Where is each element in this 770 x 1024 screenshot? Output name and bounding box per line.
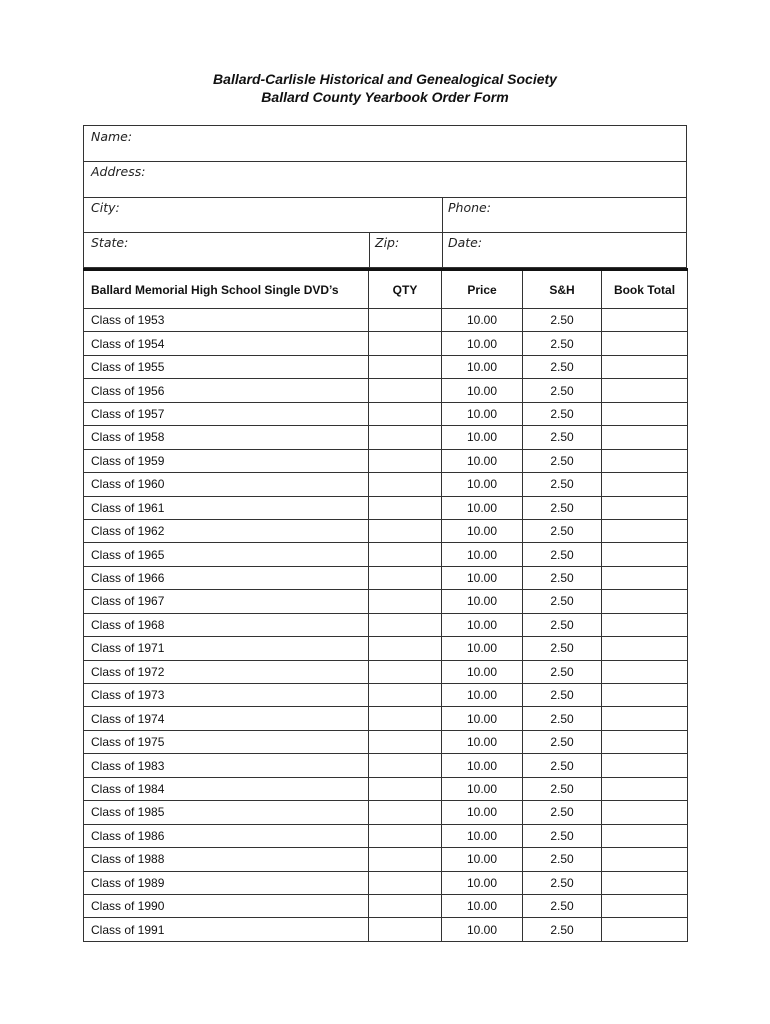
price-value: 10.00 — [442, 449, 523, 472]
divider — [369, 232, 370, 269]
class-year-label: Class of 1956 — [84, 379, 369, 402]
qty-input[interactable] — [369, 801, 442, 824]
class-year-label: Class of 1974 — [84, 707, 369, 730]
book-total-input[interactable] — [602, 848, 688, 871]
book-total-input[interactable] — [602, 309, 688, 332]
item-column-header: Ballard Memorial High School Single DVD’s — [84, 270, 369, 309]
order-row — [84, 684, 688, 707]
divider — [84, 197, 686, 198]
qty-input[interactable] — [369, 660, 442, 683]
price-value: 10.00 — [442, 379, 523, 402]
shipping-value: 2.50 — [523, 730, 602, 753]
price-value: 10.00 — [442, 332, 523, 355]
order-row — [84, 379, 688, 402]
price-value: 10.00 — [442, 402, 523, 425]
divider — [84, 232, 686, 233]
class-year-label: Class of 1967 — [84, 590, 369, 613]
qty-input[interactable] — [369, 848, 442, 871]
class-year-label: Class of 1961 — [84, 496, 369, 519]
class-year-label: Class of 1955 — [84, 355, 369, 378]
shipping-value: 2.50 — [523, 519, 602, 542]
book-total-input[interactable] — [602, 684, 688, 707]
price-value: 10.00 — [442, 543, 523, 566]
qty-input[interactable] — [369, 824, 442, 847]
price-value: 10.00 — [442, 637, 523, 660]
price-column-header: Price — [442, 270, 523, 309]
shipping-value: 2.50 — [523, 355, 602, 378]
shipping-value: 2.50 — [523, 660, 602, 683]
book-total-input[interactable] — [602, 801, 688, 824]
class-year-label: Class of 1983 — [84, 754, 369, 777]
qty-input[interactable] — [369, 519, 442, 542]
qty-input[interactable] — [369, 309, 442, 332]
order-row — [84, 309, 688, 332]
order-row — [84, 777, 688, 800]
price-value: 10.00 — [442, 566, 523, 589]
class-year-label: Class of 1986 — [84, 824, 369, 847]
address-field[interactable]: Address: — [91, 164, 146, 179]
order-row — [84, 707, 688, 730]
shipping-value: 2.50 — [523, 871, 602, 894]
qty-input[interactable] — [369, 332, 442, 355]
shipping-value: 2.50 — [523, 824, 602, 847]
class-year-label: Class of 1962 — [84, 519, 369, 542]
order-row — [84, 590, 688, 613]
class-year-label: Class of 1990 — [84, 894, 369, 917]
qty-input[interactable] — [369, 730, 442, 753]
price-value: 10.00 — [442, 590, 523, 613]
form-title-order-form: Ballard County Yearbook Order Form — [261, 89, 509, 105]
price-value: 10.00 — [442, 754, 523, 777]
price-value: 10.00 — [442, 684, 523, 707]
divider — [442, 197, 443, 269]
book-total-input[interactable] — [602, 660, 688, 683]
price-value: 10.00 — [442, 848, 523, 871]
order-row — [84, 332, 688, 355]
shipping-value: 2.50 — [523, 449, 602, 472]
class-year-label: Class of 1954 — [84, 332, 369, 355]
qty-input[interactable] — [369, 684, 442, 707]
qty-input[interactable] — [369, 637, 442, 660]
price-value: 10.00 — [442, 918, 523, 941]
shipping-value: 2.50 — [523, 332, 602, 355]
order-row — [84, 566, 688, 589]
book-total-input[interactable] — [602, 730, 688, 753]
shipping-value: 2.50 — [523, 894, 602, 917]
class-year-label: Class of 1968 — [84, 613, 369, 636]
phone-field[interactable]: Phone: — [448, 200, 491, 215]
price-value: 10.00 — [442, 871, 523, 894]
order-row — [84, 871, 688, 894]
book-total-input[interactable] — [602, 449, 688, 472]
order-row — [84, 543, 688, 566]
qty-input[interactable] — [369, 449, 442, 472]
price-value: 10.00 — [442, 730, 523, 753]
class-year-label: Class of 1989 — [84, 871, 369, 894]
order-row — [84, 848, 688, 871]
shipping-value: 2.50 — [523, 379, 602, 402]
book-total-input[interactable] — [602, 894, 688, 917]
price-value: 10.00 — [442, 355, 523, 378]
class-year-label: Class of 1971 — [84, 637, 369, 660]
qty-input[interactable] — [369, 426, 442, 449]
book-total-input[interactable] — [602, 777, 688, 800]
book-total-input[interactable] — [602, 355, 688, 378]
class-year-label: Class of 1973 — [84, 684, 369, 707]
class-year-label: Class of 1972 — [84, 660, 369, 683]
shipping-value: 2.50 — [523, 566, 602, 589]
book-total-input[interactable] — [602, 754, 688, 777]
qty-column-header: QTY — [369, 270, 442, 309]
order-row — [84, 824, 688, 847]
qty-input[interactable] — [369, 777, 442, 800]
qty-input[interactable] — [369, 402, 442, 425]
order-row — [84, 730, 688, 753]
qty-input[interactable] — [369, 590, 442, 613]
book-total-input[interactable] — [602, 637, 688, 660]
customer-info-section — [83, 125, 687, 268]
order-row — [84, 449, 688, 472]
book-total-input[interactable] — [602, 613, 688, 636]
class-year-label: Class of 1960 — [84, 473, 369, 496]
qty-input[interactable] — [369, 379, 442, 402]
class-year-label: Class of 1975 — [84, 730, 369, 753]
sh-column-header: S&H — [523, 270, 602, 309]
class-year-label: Class of 1985 — [84, 801, 369, 824]
class-year-label: Class of 1965 — [84, 543, 369, 566]
order-row — [84, 519, 688, 542]
book-total-input[interactable] — [602, 402, 688, 425]
order-row — [84, 660, 688, 683]
qty-input[interactable] — [369, 707, 442, 730]
shipping-value: 2.50 — [523, 496, 602, 519]
book-total-input[interactable] — [602, 519, 688, 542]
zip-field[interactable]: Zip: — [375, 235, 400, 250]
book-total-input[interactable] — [602, 496, 688, 519]
divider — [84, 161, 686, 162]
book-total-input[interactable] — [602, 590, 688, 613]
class-year-label: Class of 1958 — [84, 426, 369, 449]
form-title-society: Ballard-Carlisle Historical and Genealogical Society — [213, 71, 557, 87]
order-row — [84, 355, 688, 378]
book-total-input[interactable] — [602, 824, 688, 847]
book-total-input[interactable] — [602, 707, 688, 730]
price-value: 10.00 — [442, 894, 523, 917]
shipping-value: 2.50 — [523, 777, 602, 800]
shipping-value: 2.50 — [523, 637, 602, 660]
shipping-value: 2.50 — [523, 707, 602, 730]
order-table — [83, 268, 688, 942]
qty-input[interactable] — [369, 355, 442, 378]
price-value: 10.00 — [442, 613, 523, 636]
city-field[interactable]: City: — [91, 200, 120, 215]
book-total-input[interactable] — [602, 543, 688, 566]
book-total-input[interactable] — [602, 379, 688, 402]
qty-input[interactable] — [369, 613, 442, 636]
price-value: 10.00 — [442, 777, 523, 800]
class-year-label: Class of 1957 — [84, 402, 369, 425]
shipping-value: 2.50 — [523, 473, 602, 496]
qty-input[interactable] — [369, 871, 442, 894]
order-row — [84, 613, 688, 636]
order-row — [84, 426, 688, 449]
class-year-label: Class of 1984 — [84, 777, 369, 800]
book-total-column-header: Book Total — [602, 270, 688, 309]
shipping-value: 2.50 — [523, 402, 602, 425]
order-row — [84, 637, 688, 660]
shipping-value: 2.50 — [523, 918, 602, 941]
price-value: 10.00 — [442, 496, 523, 519]
book-total-input[interactable] — [602, 871, 688, 894]
shipping-value: 2.50 — [523, 590, 602, 613]
order-table-header — [84, 270, 688, 309]
book-total-input[interactable] — [602, 426, 688, 449]
shipping-value: 2.50 — [523, 309, 602, 332]
book-total-input[interactable] — [602, 473, 688, 496]
order-row — [84, 801, 688, 824]
price-value: 10.00 — [442, 824, 523, 847]
order-row — [84, 918, 688, 941]
shipping-value: 2.50 — [523, 848, 602, 871]
qty-input[interactable] — [369, 473, 442, 496]
qty-input[interactable] — [369, 496, 442, 519]
class-year-label: Class of 1953 — [84, 309, 369, 332]
date-field[interactable]: Date: — [448, 235, 483, 250]
book-total-input[interactable] — [602, 918, 688, 941]
qty-input[interactable] — [369, 918, 442, 941]
class-year-label: Class of 1988 — [84, 848, 369, 871]
price-value: 10.00 — [442, 660, 523, 683]
class-year-label: Class of 1991 — [84, 918, 369, 941]
order-row — [84, 496, 688, 519]
qty-input[interactable] — [369, 754, 442, 777]
qty-input[interactable] — [369, 543, 442, 566]
order-row — [84, 473, 688, 496]
price-value: 10.00 — [442, 473, 523, 496]
order-row — [84, 754, 688, 777]
order-row — [84, 894, 688, 917]
book-total-input[interactable] — [602, 566, 688, 589]
price-value: 10.00 — [442, 426, 523, 449]
price-value: 10.00 — [442, 309, 523, 332]
book-total-input[interactable] — [602, 332, 688, 355]
price-value: 10.00 — [442, 519, 523, 542]
price-value: 10.00 — [442, 801, 523, 824]
shipping-value: 2.50 — [523, 543, 602, 566]
shipping-value: 2.50 — [523, 426, 602, 449]
qty-input[interactable] — [369, 566, 442, 589]
class-year-label: Class of 1966 — [84, 566, 369, 589]
name-field[interactable]: Name: — [91, 129, 133, 144]
price-value: 10.00 — [442, 707, 523, 730]
order-row — [84, 402, 688, 425]
state-field[interactable]: State: — [91, 235, 129, 250]
class-year-label: Class of 1959 — [84, 449, 369, 472]
shipping-value: 2.50 — [523, 613, 602, 636]
shipping-value: 2.50 — [523, 684, 602, 707]
shipping-value: 2.50 — [523, 754, 602, 777]
qty-input[interactable] — [369, 894, 442, 917]
shipping-value: 2.50 — [523, 801, 602, 824]
